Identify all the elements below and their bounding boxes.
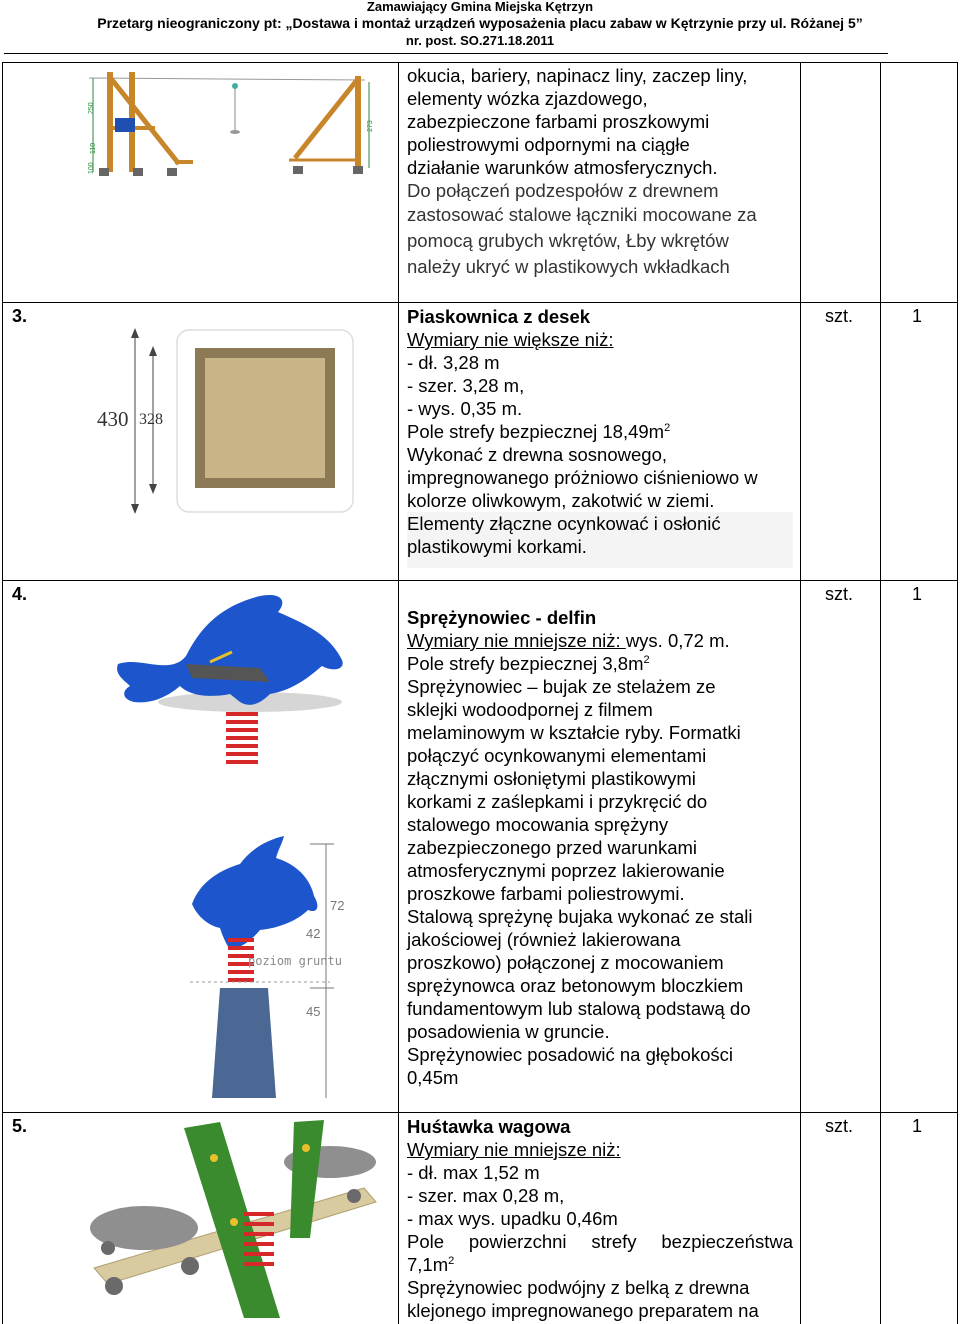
table-border-col1 xyxy=(398,62,399,1324)
dolphin-rocker-side-drawing xyxy=(190,830,350,1100)
item-title: Sprężynowiec - delfin xyxy=(407,607,597,628)
dim-label: 273 xyxy=(367,120,374,132)
text-line: jakościowej (również lakierowana xyxy=(407,929,681,950)
dims-heading: Wymiary nie większe niż: xyxy=(407,329,614,350)
header-reference-number: nr. post. SO.271.18.2011 xyxy=(405,33,555,48)
text-line: melaminowym w kształcie ryby. Formatki xyxy=(407,722,741,743)
table-border-col3 xyxy=(880,62,881,1324)
header-tender-title: Przetarg nieograniczony pt: „Dostawa i montaż urządzeń wyposażenia placu zabaw w Kętrzynie przy ul. Różanej 5” xyxy=(97,15,863,31)
dim-line: - szer. 3,28 m, xyxy=(407,375,525,396)
safety-zone: Pole strefy bezpiecznej $3,8m^2$ xyxy=(407,653,650,674)
item-title: Huśtawka wagowa xyxy=(407,1116,571,1137)
dim-line: - dł. 3,28 m xyxy=(407,352,500,373)
text-line: proszkowo) połączonej z mocowaniem xyxy=(407,952,724,973)
text-line: Sprężynowiec – bujak ze stelażem ze xyxy=(407,676,716,697)
dim-label: 72 xyxy=(330,898,345,913)
dims-line: Wymiary nie mniejsze niż: wys. 0,72 m. xyxy=(407,630,730,651)
text-line: działanie warunków atmosferycznych. xyxy=(407,157,718,178)
table-border-top xyxy=(2,62,958,63)
safety-zone-value: $7,1m^2$ xyxy=(407,1254,455,1275)
text-line: proszkowe farbami poliestrowymi. xyxy=(407,883,685,904)
text-line: zastosować stalowe łączniki mocowane za xyxy=(407,204,757,225)
text-line: impregnowanego próżniowo ciśnieniowo w xyxy=(407,467,758,488)
item-number: 5. xyxy=(12,1116,28,1136)
item-number: 4. xyxy=(12,584,28,604)
text-line: fundamentowym lub stalową podstawą do xyxy=(407,998,751,1019)
row5-description xyxy=(407,1115,793,1322)
header-rule xyxy=(4,53,888,54)
text-line: zabezpieczonego przed warunkami xyxy=(407,837,698,858)
dim-line: - szer. max 0,28 m, xyxy=(407,1185,565,1206)
sandbox-drawing xyxy=(95,322,361,518)
text-line: klejonego impregnowanego preparatem na xyxy=(407,1300,759,1321)
ground-level-label: poziom gruntu xyxy=(248,954,342,968)
text-line: Do połączeń podzespołów z drewnem xyxy=(407,180,719,201)
row4-description xyxy=(407,606,793,1089)
highlighted-note xyxy=(407,512,793,568)
unit: szt. xyxy=(825,1116,854,1136)
row3-description xyxy=(407,305,793,568)
table-border-right xyxy=(957,62,958,1324)
row2-description xyxy=(407,64,791,280)
dim-label: 110 xyxy=(90,142,97,154)
row-divider-3 xyxy=(2,302,958,303)
unit: szt. xyxy=(825,584,854,604)
dim-label: 45 xyxy=(306,1004,321,1019)
text-line: atmosferycznymi poprzez lakierowanie xyxy=(407,860,725,881)
quantity: 1 xyxy=(912,1116,923,1136)
text-line: Sprężynowiec posadowić na głębokości xyxy=(407,1044,733,1065)
text-line: Stalową sprężynę bujaka wykonać ze stali xyxy=(407,906,753,927)
unit: szt. xyxy=(825,306,854,326)
text-line: połączyć ocynkowanymi elementami xyxy=(407,745,707,766)
text-line: poliestrowymi odpornymi na ciągłe xyxy=(407,134,690,155)
text-line: Wykonać z drewna sosnowego, xyxy=(407,444,667,465)
row-divider-5 xyxy=(2,1112,958,1113)
dim-line: - wys. 0,35 m. xyxy=(407,398,523,419)
text-line: elementy wózka zjazdowego, xyxy=(407,88,648,109)
header-ordering-party: Zamawiający Gmina Miejska Kętrzyn xyxy=(366,0,594,14)
text-line: kolorze oliwkowym, zakotwić w ziemi. xyxy=(407,490,715,511)
quantity: 1 xyxy=(912,306,923,326)
dim-label-inner: 328 xyxy=(139,411,163,428)
dolphin-rocker-3d-drawing xyxy=(110,586,350,770)
safety-zone: Pole strefy bezpiecznej $18,49m^2$ xyxy=(407,421,671,442)
dim-line: - dł. max 1,52 m xyxy=(407,1162,540,1183)
dims-heading: Wymiary nie mniejsze niż: xyxy=(407,1139,621,1160)
text-line: plastikowymi korkami. xyxy=(407,536,587,557)
text-line: pomocą grubych wkrętów, Łby wkrętów xyxy=(407,230,729,251)
text-line: 0,45m xyxy=(407,1067,459,1088)
dim-label: 250 xyxy=(88,102,95,114)
text-line: okucia, bariery, napinacz liny, zaczep liny, xyxy=(407,65,748,86)
text-line: sklejki wodoodpornej z filmem xyxy=(407,699,653,720)
text-line: zabezpieczone farbami proszkowymi xyxy=(407,111,710,132)
item-number: 3. xyxy=(12,306,28,326)
dim-label-outer: 430 xyxy=(97,407,129,431)
text-line: korkami z zaślepkami i przykręcić do xyxy=(407,791,708,812)
quantity: 1 xyxy=(912,584,923,604)
safety-zone: Pole powierzchni strefy bezpieczeństwa xyxy=(407,1231,793,1252)
text-line: stalowego mocowania sprężyny xyxy=(407,814,669,835)
dim-label: 100 xyxy=(88,162,95,174)
dim-line: - max wys. upadku 0,46m xyxy=(407,1208,618,1229)
zipline-drawing xyxy=(85,68,375,180)
item-title: Piaskownica z desek xyxy=(407,306,591,327)
text-line: złącznymi osłoniętymi plastikowymi xyxy=(407,768,696,789)
seesaw-drawing xyxy=(84,1118,384,1318)
text-line: Sprężynowiec podwójny z belką z drewna xyxy=(407,1277,750,1298)
text-line: należy ukryć w plastikowych wkładkach xyxy=(407,256,730,277)
text-line: sprężynowca oraz betonowym bloczkiem xyxy=(407,975,744,996)
table-border-left xyxy=(2,62,3,1324)
row-divider-4 xyxy=(2,580,958,581)
text-line: Elementy złączne ocynkować i osłonić xyxy=(407,513,721,534)
text-line: posadowienia w gruncie. xyxy=(407,1021,610,1042)
dim-label: 42 xyxy=(306,926,321,941)
table-border-col2 xyxy=(800,62,801,1324)
panel-icon xyxy=(115,118,135,132)
